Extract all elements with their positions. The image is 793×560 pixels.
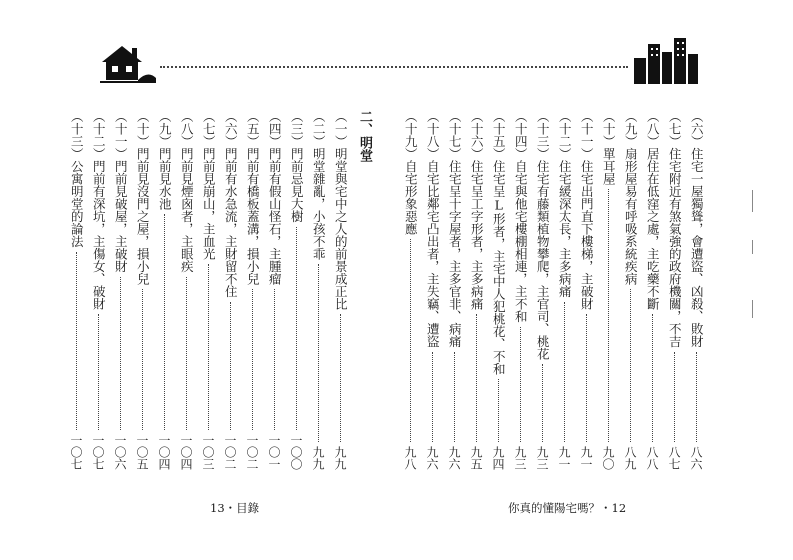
footer-page-left: 13・目錄 xyxy=(210,501,260,515)
toc-entry[interactable]: （十一）門前見破屋，主破財 一〇六 xyxy=(113,110,129,470)
toc-entry[interactable]: （八）居住在低窪之處，主吃藥不斷 八八 xyxy=(645,110,661,470)
toc-entry[interactable]: （七）住宅附近有煞氣強的政府機關，不吉 八七 xyxy=(667,110,683,470)
toc-entry[interactable]: （十四）自宅與他宅樓棚相連，主不和 九三 xyxy=(513,110,529,470)
header-dotted-rule xyxy=(160,66,628,68)
toc-entry[interactable]: （一）明堂與宅中之人的前景成正比 九九 xyxy=(333,110,349,470)
table-of-contents xyxy=(0,110,793,490)
toc-entry[interactable]: （十）單耳屋 九〇 xyxy=(601,110,617,470)
toc-entry[interactable]: （十三）公寓明堂的論法 一〇七 xyxy=(69,110,85,470)
section-heading: 二、明堂 xyxy=(357,110,372,162)
house-icon xyxy=(98,40,158,84)
toc-entry[interactable]: （六）門前有水急流，主財留不住 一〇二 xyxy=(223,110,239,470)
toc-entry[interactable]: （十）門前見沒門之屋，損小兒 一〇五 xyxy=(135,110,151,470)
toc-entry[interactable]: （九）扇形屋易有呼吸系統疾病 八九 xyxy=(623,110,639,470)
margin-mark xyxy=(752,190,753,212)
toc-entry[interactable]: （十一）住宅出門直下樓梯，主破財 九一 xyxy=(579,110,595,470)
city-icon xyxy=(630,34,700,84)
toc-entry[interactable]: （八）門前見煙囪者，主眼疾 一〇四 xyxy=(179,110,195,470)
toc-entry[interactable]: （六）住宅一屋獨聳，會遭盜、凶殺、敗財 八六 xyxy=(689,110,705,470)
toc-entry[interactable]: （十五）住宅呈L形者，主宅中人犯桃花、不和 九四 xyxy=(491,110,507,470)
margin-mark xyxy=(752,300,753,318)
toc-entry[interactable]: （十六）住宅呈工字形者，主多病痛 九五 xyxy=(469,110,485,470)
margin-mark xyxy=(752,240,753,254)
toc-entry[interactable]: （九）門前見水池 一〇四 xyxy=(157,110,173,470)
toc-entry[interactable]: （七）門前見崩山，主血光 一〇三 xyxy=(201,110,217,470)
toc-entry[interactable]: （十八）自宅比鄰宅凸出者，主失竊、遭盜 九六 xyxy=(425,110,441,470)
toc-entry[interactable]: （十二）住宅緩深太長，主多病痛 九一 xyxy=(557,110,573,470)
toc-entry[interactable]: （三）門前忌見大樹 一〇〇 xyxy=(289,110,305,470)
toc-entry[interactable]: （十九）自宅形象惡應 九八 xyxy=(403,110,419,470)
toc-entry[interactable]: （四）門前有假山怪石，主腫瘤 一〇一 xyxy=(267,110,283,470)
footer-page-right: 你真的懂陽宅嗎？・12 xyxy=(508,501,627,515)
toc-entry[interactable]: （十三）住宅有藤類植物攀爬，主官司、桃花 九三 xyxy=(535,110,551,470)
toc-entry[interactable]: （二）明堂雜亂，小孩不乖 九九 xyxy=(311,110,327,470)
toc-entry[interactable]: （十七）住宅呈十字屋者，主多官非、病痛 九六 xyxy=(447,110,463,470)
toc-entry[interactable]: （五）門前有橋板蓋溝，損小兒 一〇二 xyxy=(245,110,261,470)
toc-entry[interactable]: （十二）門前有深坑，主傷女、破財 一〇七 xyxy=(91,110,107,470)
